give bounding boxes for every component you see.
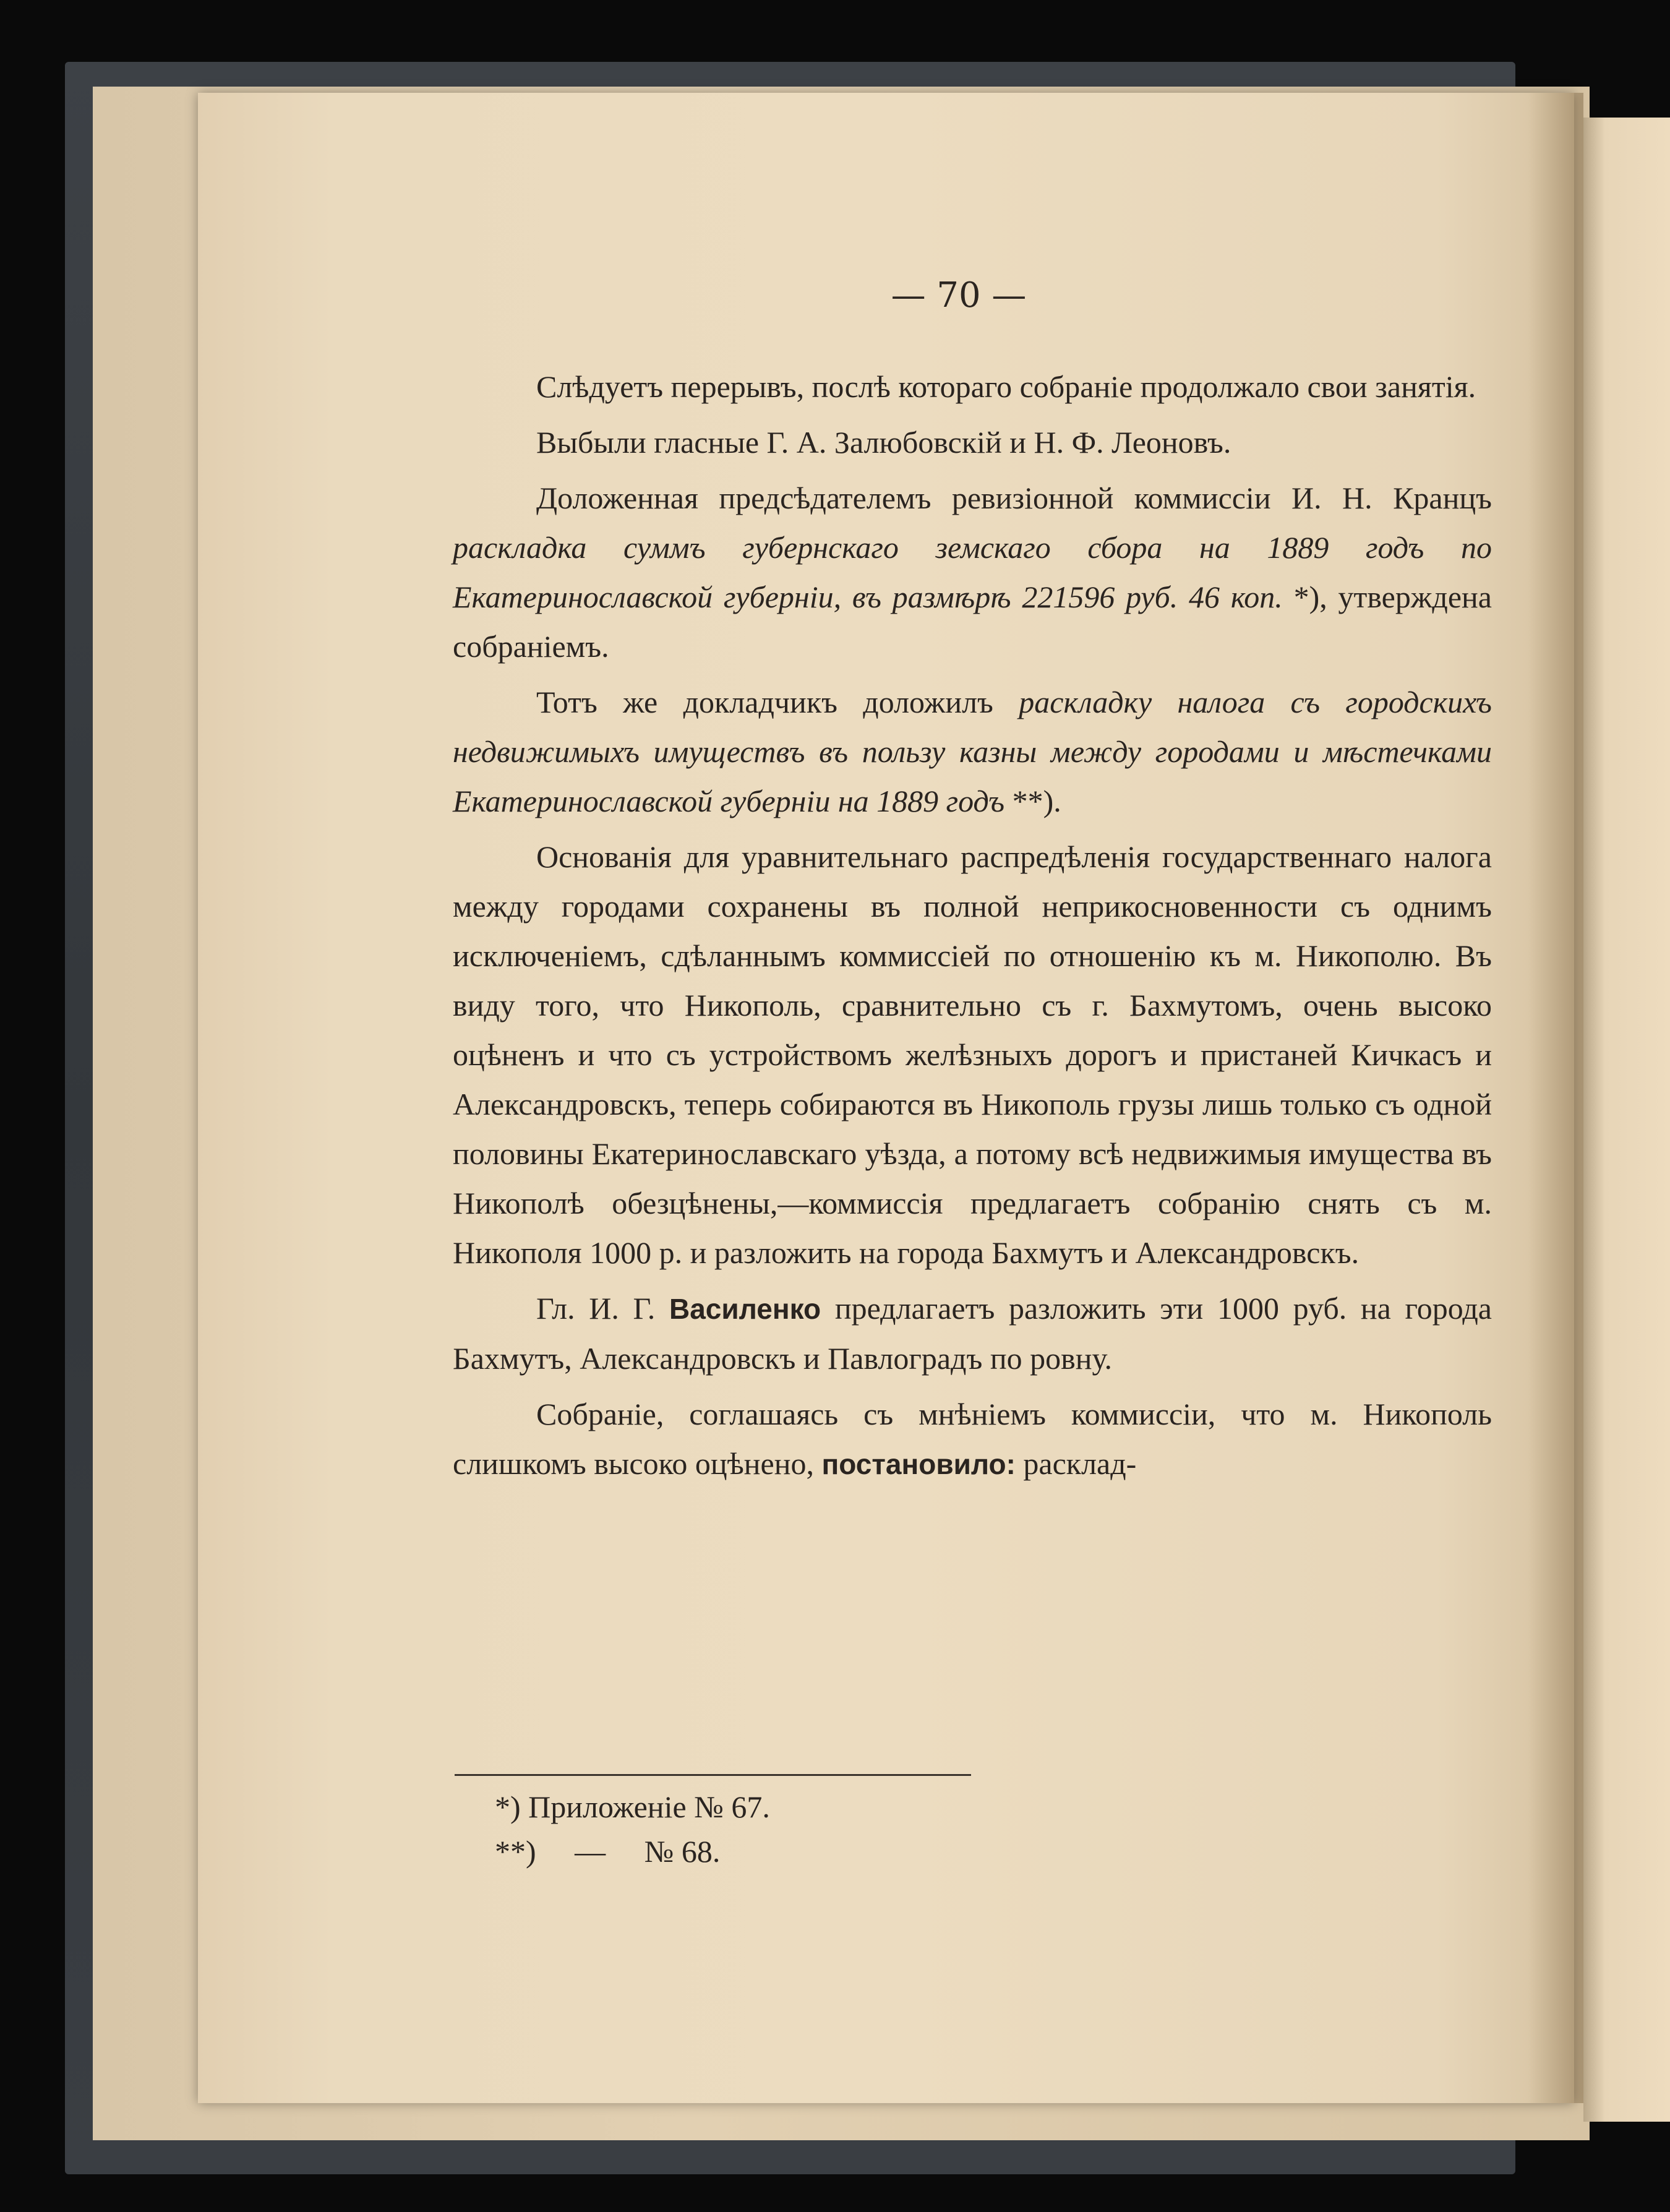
paragraph-tail-text: **).	[1004, 784, 1061, 818]
facing-page-edge	[1583, 118, 1670, 2122]
paragraph-lead-text: Собраніе, соглашаясь съ мнѣніемъ коммиссіи, что м. Никополь слишкомъ высоко оцѣнено,	[453, 1397, 1492, 1481]
footnote-item	[495, 1829, 770, 1874]
paragraph-departed-members: Выбыли гласные Г. А. Залюбовскій и Н. Ф. Леоновъ.	[536, 425, 1231, 460]
footnotes	[495, 1785, 770, 1874]
paragraph-nikopol-commission: Основанія для уравнительнаго распредѣленія государственнаго налога между городами сохранены въ полной неприкосновенности съ однимъ исключеніемъ, сдѣланнымъ коммиссіей по отношенію къ м. Никополю. Въ виду того, что Никополь, сравнительно съ г. Бахмутомъ, очень высоко оцѣненъ и что съ устройствомъ желѣзныхъ дорогъ и пристаней Кичкасъ и Александровскъ, теперь собираются въ Никополь грузы лишь только съ одной половины Екатеринославскаго уѣзда, а потому всѣ недвижимыя имущества въ Никополѣ обезцѣнены,—коммиссія предлагаетъ собранію снять съ м. Никополя 1000 р. и разложить на города Бахмутъ и Александровскъ.	[453, 839, 1492, 1270]
page-number: — 70 —	[891, 275, 1027, 315]
paragraph-break-note: Слѣдуетъ перерывъ, послѣ котораго собраніе продолжало свои занятія.	[536, 369, 1476, 404]
gutter-shadow	[1528, 93, 1583, 2103]
bold-name: Василенко	[669, 1293, 821, 1325]
paragraph-lead-text: Гл. И. Г.	[536, 1291, 669, 1326]
footnote-text: Приложеніе № 67.	[528, 1790, 770, 1824]
bold-resolution: постановило:	[821, 1448, 1016, 1480]
paragraph-tax-distribution	[453, 473, 1492, 671]
paragraph-tail-text: предлагаетъ разложить эти 1000 руб. на города Бахмутъ, Александровскъ и Павлоградъ по ровну.	[453, 1291, 1492, 1376]
paragraph-vasilenko-proposal	[453, 1284, 1492, 1383]
paragraph-lead-text: Тотъ же докладчикъ доложилъ	[536, 685, 1019, 719]
body-text	[453, 362, 1492, 1489]
footnote-item	[495, 1785, 770, 1829]
footnote-mark: **)	[495, 1834, 536, 1869]
paragraph-tail-text: расклад-	[1015, 1446, 1137, 1481]
paragraph-tail-text: *), утверждена собраніемъ.	[453, 580, 1492, 664]
footnote-text: — № 68.	[544, 1834, 721, 1869]
italic-phrase: раскладка суммъ губернскаго земскаго сбора на 1889 годъ по Екатеринославской губерніи, въ размѣрѣ 221596 руб. 46 коп.	[453, 530, 1492, 614]
footnote-mark: *)	[495, 1790, 521, 1824]
paragraph-lead-text: Доложенная предсѣдателемъ ревизіонной коммиссіи И. Н. Кранцъ	[536, 481, 1492, 515]
italic-phrase: раскладку налога съ городскихъ недвижимыхъ имуществъ въ пользу казны между городами и мѣстечками Екатеринославской губерніи на 1889 годъ	[453, 685, 1492, 818]
footnote-divider	[455, 1774, 971, 1776]
paragraph-city-tax-report	[453, 677, 1492, 826]
paragraph-assembly-resolution	[453, 1389, 1492, 1489]
